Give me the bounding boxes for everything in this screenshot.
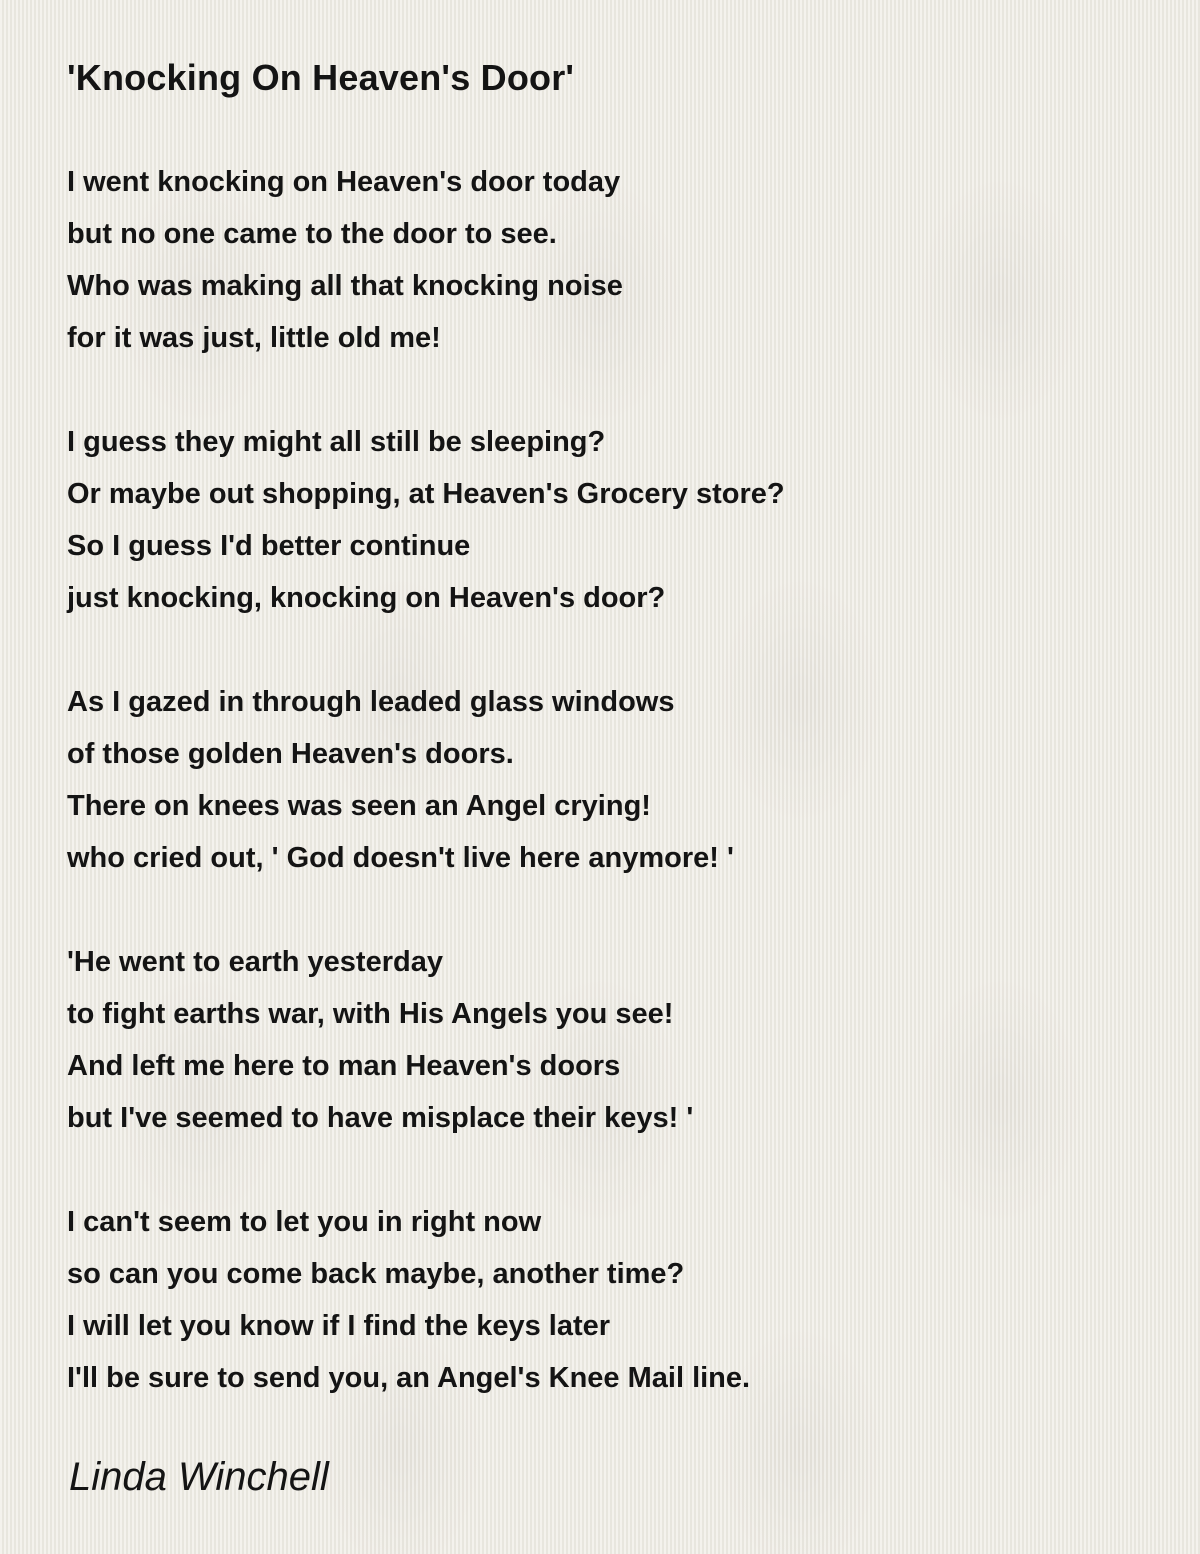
poem-line: I guess they might all still be sleeping? bbox=[67, 426, 606, 458]
poem-line: I will let you know if I find the keys later bbox=[67, 1310, 611, 1342]
poem-line: who cried out, ' God doesn't live here anymore! ' bbox=[67, 842, 734, 874]
poem-line: of those golden Heaven's doors. bbox=[67, 738, 514, 770]
poem-line: So I guess I'd better continue bbox=[67, 530, 471, 562]
poem-line: but I've seemed to have misplace their keys! ' bbox=[67, 1102, 694, 1134]
stanza-3 bbox=[67, 676, 1147, 884]
poem-line: Who was making all that knocking noise bbox=[67, 270, 623, 302]
poem-line: just knocking, knocking on Heaven's door? bbox=[67, 582, 666, 614]
poem-line: Or maybe out shopping, at Heaven's Grocery store? bbox=[67, 478, 785, 510]
stanza-1 bbox=[67, 156, 1147, 364]
poem-line: I can't seem to let you in right now bbox=[67, 1206, 542, 1238]
poem-line: but no one came to the door to see. bbox=[67, 218, 557, 250]
stanza-5 bbox=[67, 1196, 1147, 1404]
stanza-4 bbox=[67, 936, 1147, 1144]
poem-line: 'He went to earth yesterday bbox=[67, 946, 443, 978]
poem-line: There on knees was seen an Angel crying! bbox=[67, 790, 651, 822]
poem-line: to fight earths war, with His Angels you see! bbox=[67, 998, 674, 1030]
poem-line: I'll be sure to send you, an Angel's Knee Mail line. bbox=[67, 1362, 751, 1394]
poem-body bbox=[67, 156, 1147, 1404]
poem-title: 'Knocking On Heaven's Door' bbox=[67, 57, 575, 98]
poem-container bbox=[67, 50, 1147, 1456]
poem-line: And left me here to man Heaven's doors bbox=[67, 1050, 621, 1082]
poem-line: As I gazed in through leaded glass windows bbox=[67, 686, 675, 718]
poem-line: so can you come back maybe, another time? bbox=[67, 1258, 685, 1290]
poem-line: for it was just, little old me! bbox=[67, 322, 441, 354]
poem-author: Linda Winchell bbox=[69, 1455, 329, 1499]
stanza-2 bbox=[67, 416, 1147, 624]
poem-line: I went knocking on Heaven's door today bbox=[67, 166, 621, 198]
